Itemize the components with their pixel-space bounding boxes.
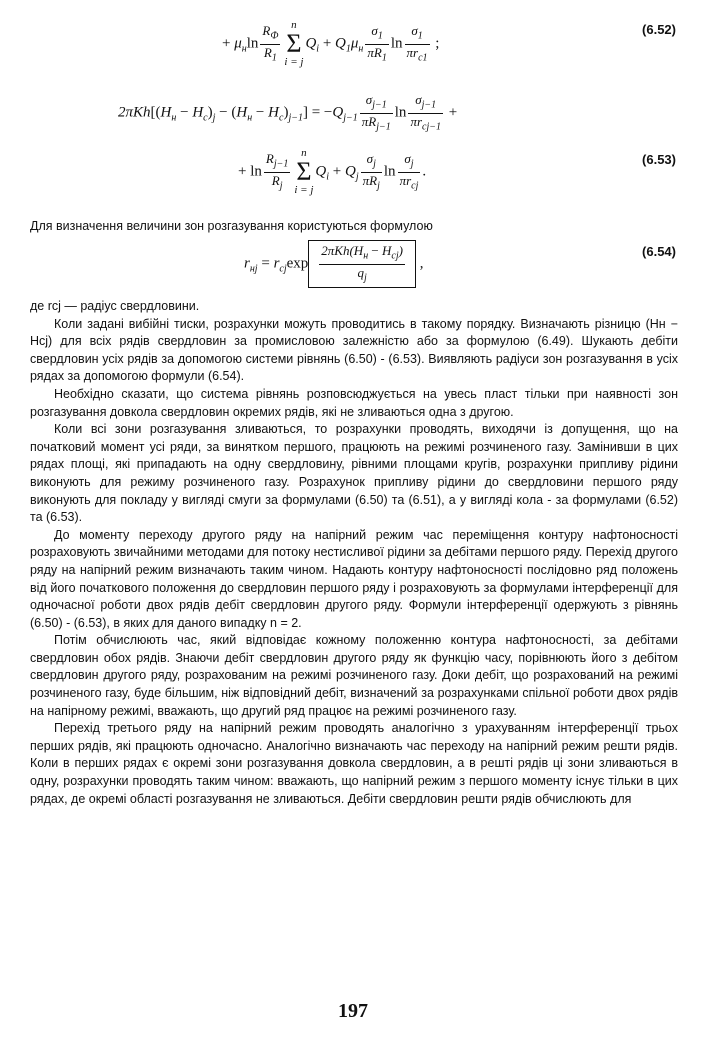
page-number: 197 bbox=[338, 1000, 368, 1022]
paragraph: Коли задані вибійні тиски, розрахунки можуть проводитись в такому порядку. Визначають різницю (Hн − Hcj) для всіх рядів свердловин за промисловою залежністю або за формулою (6.49). Шукають дебіти свердловин усіх рядів за допомогою системи рівнянь (6.50) - (6.53). Виявляють радіуси зон розгазування в усіх рядах за допомогою формули (6.54). bbox=[30, 316, 678, 384]
paragraph: Коли всі зони розгазування зливаються, то розрахунки проводять, виходячи із допущення, що на початковий момент усі ряди, за винятком першого, працюють на режимі розчиненого газу. Замінивши в цих рядах площі, які припадають на одну свердловину, рівними площами кругів, розрахунки припливу рідини виконують для режиму розчиненого газу. Розрахунок припливу рідини до свердловини першого ряду виконують для покладу у вигляді смуги за формулами (6.50) та (6.51), а у вигляді кола - за формулами (6.52) та (6.53). bbox=[30, 422, 678, 525]
paragraph: Перехід третього ряду на напірний режим проводять аналогічно з урахуванням інтерференції трьох перших рядів, які працюють одночасно. Аналогічно визначають час переходу на напірний режим решти рядів. Коли в перших рядах є окремі зони розгазування довкола свердловин, а в решті рядів ці зони зливаються в одну, розрахунки проводять таким чином: вважають, що напірний режим з першого моменту існує тільки в цих рядах, де окремі області розгазування не зливаються. Дебіти свердловин решти рядів обчислюють для bbox=[30, 721, 678, 806]
equation-6-53-line2: + ln $\frac{R_{j-1}}{R_j}$ n Σ i = j $Q_i + Q_j$ $\frac{\sigma_j}{\pi R_j}$ ln $\frac{\sigma_j}{\pi r_{cj}}$ . bbox=[238, 147, 427, 196]
intro-line bbox=[30, 218, 678, 236]
body-text bbox=[30, 298, 678, 808]
paragraph: Потім обчислюють час, який відповідає кожному положенню контура нафтоносності, за дебітами свердловин обох рядів. Знаючи дебіт свердловин другого ряду як функцію часу, порівнюють його з дебітом свердловин другого ряду, розрахованим на режимі розчиненого газу. Доки дебіт, що розрахований на режимі розчиненого газу, буде більшим, ніж відповідний дебіт, визначений за розрахунками спільної роботи двох рядів на напірному режимі, вважають, що другий ряд працює на режимі розчиненого газу. bbox=[30, 633, 678, 718]
paragraph: До моменту переходу другого ряду на напірний режим час переміщення контуру нафтоносності розраховують звичайними методами для потоку нестисливої рідини за дебітами першого ряду. Перехід другого ряду на напірний режим визначають таким чином. Надають контуру нафтоносності послідовно ряд положень від його початкового положення до свердловин першого ряду і розраховують за формулами інтерференції для одночасної роботи двох рядів дебіт свердловин другого ряду. Формули інтерференції одержують з рівнянь (6.50) - (6.53), в яких для даного випадку n = 2. bbox=[30, 527, 678, 630]
equation-number-6-54: (6.54) bbox=[642, 244, 676, 259]
equation-6-52: + $\mu_н\ln$ $\frac{R_Ф}{R_1}$ n Σ i = j $Q_i + Q_1\mu_н$ $\frac{\sigma_1}{\pi R_1}$ ln $\frac{\sigma_1}{\pi r_{c1}}$ ; bbox=[222, 19, 440, 68]
equation-number-6-52: (6.52) bbox=[642, 22, 676, 37]
equation-6-54: $r_{нj} = r_{cj}\exp$ $\frac{2\pi Kh(H_н - H_{cj})}{q_j}$ , bbox=[244, 240, 423, 288]
equation-number-6-53: (6.53) bbox=[642, 152, 676, 167]
paragraph-where: де rcj — радіус свердловини. bbox=[30, 299, 200, 313]
paragraph: Необхідно сказати, що система рівнянь розповсюджується на увесь пласт тільки при наявності зон розгазування довкола свердловин окремих рядів, які не зливаються одна з другою. bbox=[30, 386, 678, 419]
intro-text: Для визначення величини зон розгазування користуються формулою bbox=[30, 219, 433, 233]
equation-6-53-line1: $2\pi Kh[(H_н - H_с)_j - (H_н - H_с)_{j-1}] = -Q_{j-1}$ $\frac{\sigma_{j-1}}{\pi R_{j-1}}$ ln $\frac{\sigma_{j-1}}{\pi r_{cj-1}}$ + bbox=[118, 92, 458, 133]
